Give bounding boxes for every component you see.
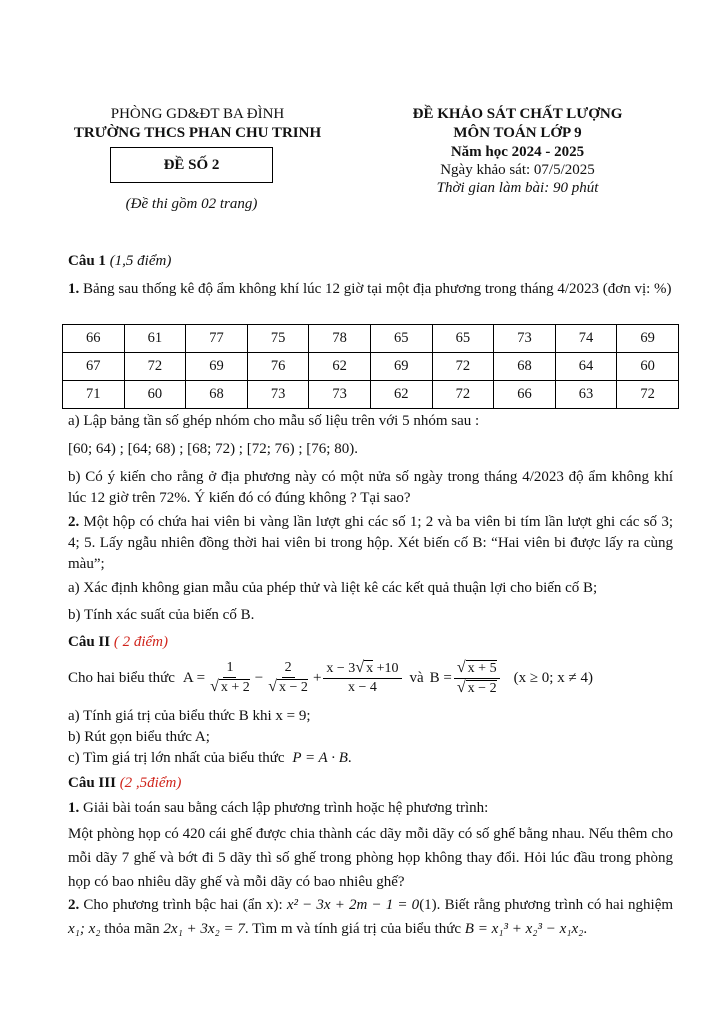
table-cell: 65 — [370, 325, 432, 353]
fraction-2: $\frac{2}{√ x - 2}$ — [268, 660, 308, 695]
q1-part1-num: 1. — [68, 281, 80, 297]
table-row — [63, 381, 679, 409]
exam-code: ĐỀ SỐ 2 — [163, 156, 220, 173]
duration: Thời gian làm bài: 90 phút — [436, 180, 599, 196]
q1-part2-b: b) Tính xác suất của biến cố B. — [68, 607, 255, 623]
q2-c: c) Tìm giá trị lớn nhất của biểu thức P = A · B. — [68, 750, 352, 766]
table-row — [63, 353, 679, 381]
table-cell: 69 — [370, 353, 432, 381]
table-cell: 69 — [617, 325, 679, 353]
table-row — [63, 325, 679, 353]
table-cell: 73 — [247, 381, 309, 409]
q3-problem: Một phòng họp có 420 cái ghế được chia thành các dãy mỗi dãy có số ghế bằng nhau. Nếu thêm cho mỗi dãy 7 ghế và bớt đi 5 dãy thì số ghế trong phòng họp không thay đổi. Hỏi lúc đầu trong phòng họp có bao nhiêu dãy ghế và mỗi dãy có bao nhiêu ghế? — [68, 826, 673, 890]
table-cell: 77 — [186, 325, 248, 353]
q1-b: b) Có ý kiến cho rằng ở địa phương này có một nửa số ngày trong tháng 4/2023 độ ẩm không khí lúc 12 giờ trên 72%. Ý kiến đó có đúng không ? Tại sao? — [68, 469, 673, 506]
school-name: TRƯỜNG THCS PHAN CHU TRINH — [73, 125, 322, 141]
table-cell: 68 — [186, 381, 248, 409]
exam-title: ĐỀ KHẢO SÁT CHẤT LƯỢNG — [412, 106, 623, 122]
table-cell: 72 — [432, 381, 494, 409]
q2-condition: (x ≥ 0; x ≠ 4) — [513, 669, 593, 686]
q2-c-expr: P = A · B — [292, 750, 348, 766]
q2-points: ( 2 điểm) — [113, 634, 169, 650]
table-cell: 61 — [124, 325, 186, 353]
fraction-B: $\frac{√ x + 5}{√ x - 2}$ — [454, 659, 500, 698]
q3-equation: x² − 3x + 2m − 1 = 0 — [286, 897, 420, 913]
q1-title: Câu 1 — [68, 253, 106, 269]
q2-heading — [68, 632, 673, 653]
q3-roots: x₁; x₂ — [68, 921, 101, 937]
q3-condition: 2x₁ + 3x₂ = 7 — [163, 921, 245, 937]
table-cell: 64 — [555, 353, 617, 381]
table-cell: 72 — [124, 353, 186, 381]
exam-code-box — [110, 147, 273, 183]
table-cell: 72 — [617, 381, 679, 409]
fraction-1: $\frac{1}{√ x + 2}$ — [210, 660, 250, 695]
school-year: Năm học 2024 - 2025 — [450, 144, 585, 160]
q3-part1: 1. Giải bài toán sau bằng cách lập phương trình hoặc hệ phương trình: — [68, 800, 489, 816]
fraction-3: $\frac{x - 3√ x +10}{x - 4}$ — [323, 659, 401, 697]
table-cell: 78 — [309, 325, 371, 353]
expr-A-label: A = — [182, 669, 206, 686]
table-cell: 76 — [247, 353, 309, 381]
q1-a: a) Lập bảng tần số ghép nhóm cho mẫu số liệu trên với 5 nhóm sau : — [68, 413, 480, 429]
humidity-table — [62, 324, 679, 409]
table-cell: 69 — [186, 353, 248, 381]
table-cell: 60 — [617, 353, 679, 381]
q1-part2 — [68, 512, 673, 575]
table-cell: 65 — [432, 325, 494, 353]
q1-part2-a: a) Xác định không gian mẫu của phép thử và liệt kê các kết quả thuận lợi cho biến cố B; — [68, 580, 598, 596]
pages-note: (Đề thi gồm 02 trang) — [125, 196, 258, 212]
exam-date: Ngày khảo sát: 07/5/2025 — [440, 162, 595, 178]
department-name: PHÒNG GD&ĐT BA ĐÌNH — [110, 106, 285, 122]
q1-part1-text: Bảng sau thống kê độ ẩm không khí lúc 12 giờ tại một địa phương trong tháng 4/2023 (đơn vị: %) — [83, 281, 672, 297]
table-cell: 72 — [432, 353, 494, 381]
q3-points: (2 ,5điểm) — [119, 775, 182, 791]
q1-part2-text: Một hộp có chứa hai viên bi vàng lần lượt ghi các số 1; 2 và ba viên bi tím lần lượt ghi các số 3; 4; 5. Lấy ngẫu nhiên đồng thời hai viên bi trong hộp. Xét biến cố B: “Hai viên bi được lấy ra cùng màu”; — [68, 514, 673, 572]
table-cell: 66 — [63, 325, 125, 353]
q1-part1 — [68, 279, 673, 300]
q3-heading — [68, 773, 673, 794]
q3-expression: B = x₁³ + x₂³ − x₁x₂ — [464, 921, 584, 937]
table-cell: 74 — [555, 325, 617, 353]
table-cell: 62 — [309, 353, 371, 381]
subject: MÔN TOÁN LỚP 9 — [453, 125, 582, 141]
table-cell: 75 — [247, 325, 309, 353]
table-cell: 60 — [124, 381, 186, 409]
table-cell: 73 — [309, 381, 371, 409]
q1-heading — [68, 251, 673, 272]
q2-a: a) Tính giá trị của biểu thức B khi x = 9; — [68, 708, 311, 724]
q1-part2-num: 2. — [68, 514, 80, 530]
expr-B-label: B = — [429, 669, 452, 686]
q2-expressions: Cho hai biểu thức A = $\frac{1}{√ x + 2}$ − $\frac{2}{√ x - 2}$ + $\frac{x - 3√ x +10}{x - 4}$ và B = $\frac{√ x + 5}{√ x - 2}$ (x ≥ 0; x ≠ 4) — [68, 658, 593, 696]
table-cell: 62 — [370, 381, 432, 409]
table-cell: 66 — [494, 381, 556, 409]
q1-groups: [60; 64) ; [64; 68) ; [68; 72) ; [72; 76) ; [76; 80). — [68, 441, 358, 457]
and-word: và — [409, 669, 424, 686]
q2-b: b) Rút gọn biểu thức A; — [68, 729, 210, 745]
q1-points: (1,5 điểm) — [109, 253, 172, 269]
table-cell: 71 — [63, 381, 125, 409]
q2-title: Câu II — [68, 634, 111, 650]
table-cell: 68 — [494, 353, 556, 381]
table-cell: 67 — [63, 353, 125, 381]
table-cell: 73 — [494, 325, 556, 353]
table-cell: 63 — [555, 381, 617, 409]
q3-part2: 2. Cho phương trình bậc hai (ẩn x): x² − 3x + 2m − 1 = 0(1). Biết rằng phương trình có hai nghiệm x₁; x₂ thỏa mãn 2x₁ + 3x₂ = 7. Tìm m và tính giá trị của biểu thức B = x₁³ + x₂³ − x₁x₂. — [68, 897, 674, 937]
q2-intro: Cho hai biểu thức — [68, 669, 175, 686]
q3-title: Câu III — [68, 775, 116, 791]
